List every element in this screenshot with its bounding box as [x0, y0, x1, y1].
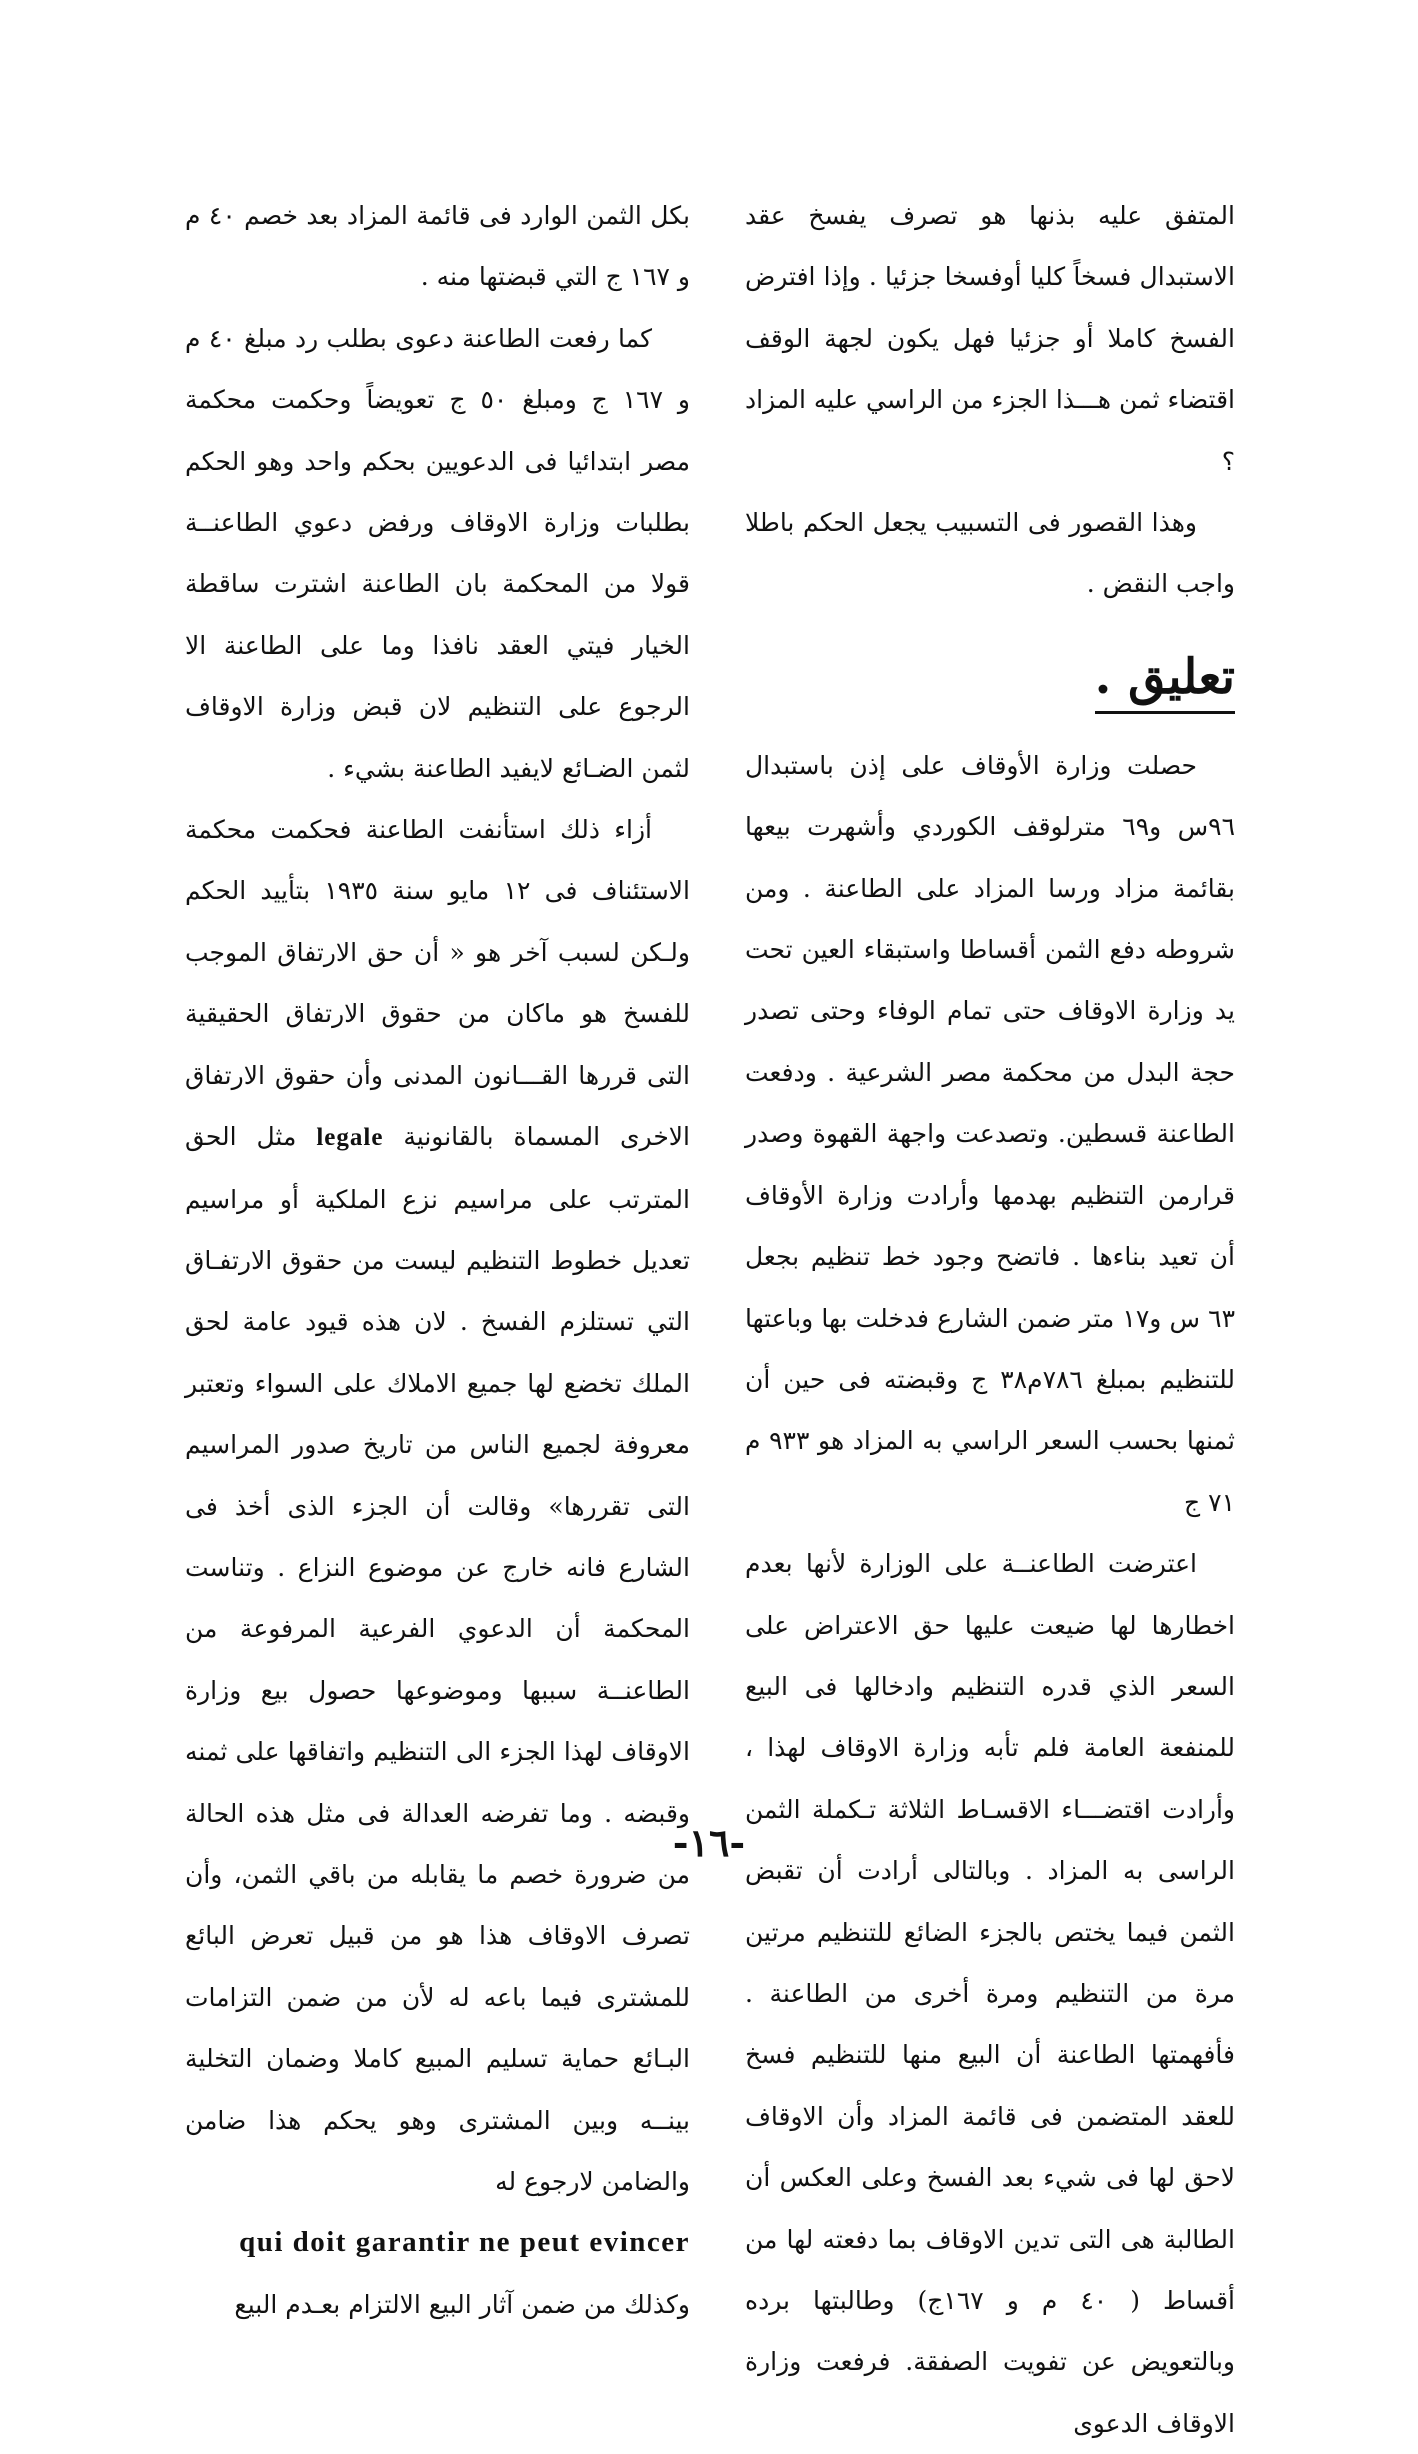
left-paragraph-1: بكل الثمن الوارد فى قائمة المزاد بعد خصم ٤٠ م و ١٦٧ ج التي قبضتها منه .	[185, 201, 690, 292]
page-number: -١٦-	[672, 1820, 746, 1865]
section-heading-text: تعليق .	[1095, 645, 1235, 714]
right-column	[745, 185, 1235, 2454]
right-paragraph-2: اعترضت الطاعنــة على الوزارة لأنها بعدم اخطارها لها ضيعت عليها حق الاعتراض على السعر الذي قدره التنظيم وادخالها فى البيع للمنفعة العامة فلم تأبه وزارة الاوقاف لهذا ، وأرادت اقتضـــاء الاقسـاط الثلاثة تـكملة الثمن الراسى به المزاد . وبالتالى أرادت أن تقبض الثمن فيما يختص بالجزء الضائع للتنظيم مرتين مرة من التنظيم ومرة أخرى من الطاعنة . فأفهمتها الطاعنة أن البيع منها للتنظيم فسخ للعقد المتضمن فى قائمة المزاد وأن الاوقاف لاحق لها فى شيء بعد الفسخ وعلى العكس أن الطالبة هى التى تدين الاوقاف بما دفعته لها من أقساط ( ٤٠ م و ١٦٧ج) وطالبتها برده وبالتعويض عن تفويت الصفقة. فرفعت وزارة الاوقاف الدعوى	[745, 1549, 1235, 2438]
left-paragraph-2: كما رفعت الطاعنة دعوى بطلب رد مبلغ ٤٠ م و ١٦٧ ج ومبلغ ٥٠ ج تعويضاً وحكمت محكمة مصر ابتدائيا فى الدعويين بحكم واحد وهو الحكم بطلبات وزارة الاوقاف ورفض دعوي الطاعنــة قولا من المحكمة بان الطاعنة اشترت ساقطة الخيار فيتي العقد نافذا وما على الطاعنة الا الرجوع على التنظيم لان قبض وزارة الاوقاف لثمن الضـائع لايفيد الطاعنة بشيء .	[185, 323, 690, 783]
french-term: legale	[316, 1124, 384, 1152]
section-heading	[745, 645, 1235, 725]
french-quote-line: qui doit garantir ne peut evincer	[239, 2226, 690, 2259]
left-column	[185, 185, 690, 2335]
right-conclusion-paragraph: وهذا القصور فى التسبيب يجعل الحكم باطلا واجب النقض .	[745, 508, 1235, 599]
left-final-line: وكذلك من ضمن آثار البيع الالتزام بعـدم البيع	[234, 2289, 690, 2319]
right-paragraph-1: حصلت وزارة الأوقاف على إذن باستبدال ٩٦س و٦٩ مترلوقف الكوردي وأشهرت بيعها بقائمة مزاد ورسا المزاد على الطاعنة . ومن شروطه دفع الثمن أقساطا واستبقاء العين تحت يد وزارة الاوقاف حتى تمام الوفاء وحتى تصدر حجة البدل من محكمة مصر الشرعية . ودفعت الطاعنة قسطين. وتصدعت واجهة القهوة وصدر قرارمن التنظيم بهدمها وأرادت وزارة الأوقاف أن تعيد بناءها . فاتضح وجود خط تنظيم بجعل ٦٣ س و١٧ متر ضمن الشارع فدخلت بها وباعتها للتنظيم بمبلغ ٧٨٦م٣٨ ج وقبضته فى حين أن ثمنها بحسب السعر الراسي به المزاد هو ٩٣٣ م ٧١ ج	[745, 750, 1235, 1517]
right-intro-paragraph: المتفق عليه بذنها هو تصرف يفسخ عقد الاستبدال فسخاً كليا أوفسخا جزئيا . وإذا افترض الفسخ كاملا أو جزئيا فهل يكون لجهة الوقف اقتضاء ثمن هـــذا الجزء من الراسي عليه المزاد ؟	[745, 201, 1235, 476]
left-paragraph-3	[185, 799, 690, 2212]
left-paragraph-3-part-2: مثل الحق المترتب على مراسيم نزع الملكية أو مراسيم تعديل خطوط التنظيم ليست من حقوق الارتفـاق التي تستلزم الفسخ . لان هذه قيود عامة لحق الملك تخضع لها جميع الاملاك على السواء وتعتبر معروفة لجميع الناس من تاريخ صدور المراسيم التى تقررها» وقالت أن الجزء الذى أخذ فى الشارع فانه خارج عن موضوع النزاع . وتناست المحكمة أن الدعوي الفرعية المرفوعة من الطاعنــة سببها وموضوعها حصول بيع وزارة الاوقاف لهذا الجزء الى التنظيم واتفاقها على ثمنه وقبضه . وما تفرضه العدالة فى مثل هذه الحالة من ضرورة خصم ما يقابله من باقي الثمن، وأن تصرف الاوقاف هذا هو من قبيل تعرض البائع للمشترى فيما باعه له لأن من ضمن التزامات البـائع حماية تسليم المبيع كاملا وضمان التخلية بينــه وبين المشترى وهو يحكم هذا ضامن والضامن لارجوع له	[185, 1122, 690, 2196]
left-paragraph-3-part-1: أزاء ذلك استأنفت الطاعنة فحكمت محكمة الاستئناف فى ١٢ مايو سنة ١٩٣٥ بتأييد الحكم ولـكن لسبب آخر هو « أن حق الارتفاق الموجب للفسخ هو ماكان من حقوق الارتفاق الحقيقية التى قررها القـــانون المدنى وأن حقوق الارتفاق الاخرى المسماة بالقانونية	[185, 815, 691, 1152]
